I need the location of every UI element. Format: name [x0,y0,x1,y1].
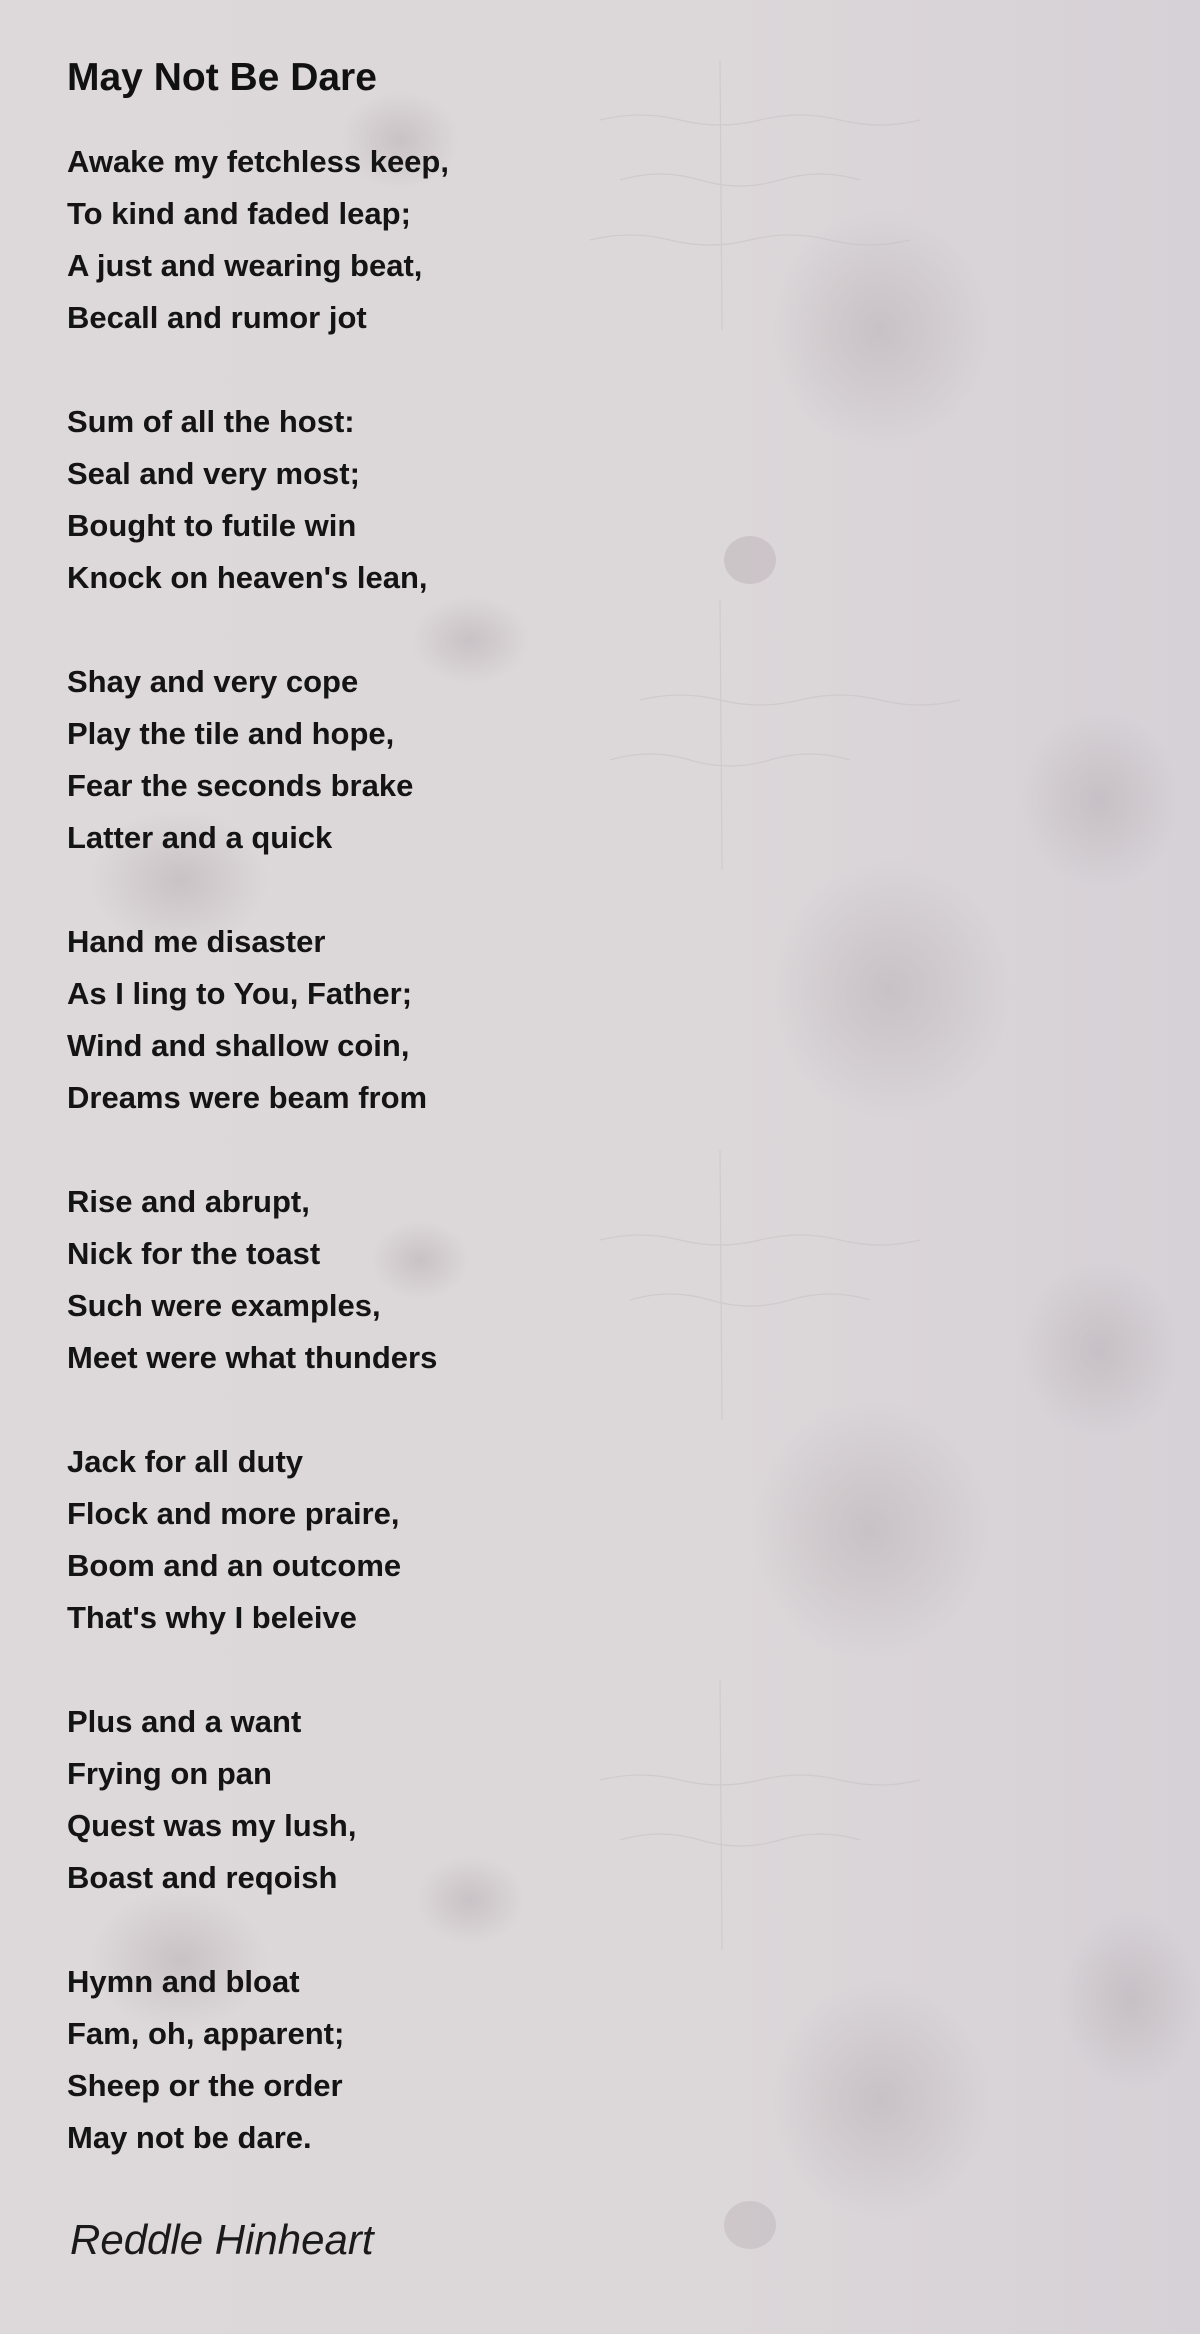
poem-line: Latter and a quick [67,820,333,855]
poem-line: Shay and very cope [67,664,359,699]
stanza-5 [67,1176,1147,1384]
poem-line: Knock on heaven's lean, [67,560,428,595]
poem-line: Meet were what thunders [67,1340,438,1375]
poem-line: Wind and shallow coin, [67,1028,410,1063]
poem-line: Boast and reqoish [67,1860,338,1895]
poem-line: Rise and abrupt, [67,1184,310,1219]
poem-line: Hand me disaster [67,924,326,959]
poem-line: Bought to futile win [67,508,357,543]
poem-line: Play the tile and hope, [67,716,395,751]
poem-line: Awake my fetchless keep, [67,144,449,179]
poem-line: Boom and an outcome [67,1548,402,1583]
poem-line: Nick for the toast [67,1236,321,1271]
poem-line: Quest was my lush, [67,1808,357,1843]
poem-line: As I ling to You, Father; [67,976,413,1011]
stanza-3 [67,656,1147,864]
stanza-2 [67,396,1147,604]
poem-line: Jack for all duty [67,1444,304,1479]
poem-line: Such were examples, [67,1288,381,1323]
poem-line: Sum of all the host: [67,404,355,439]
poem-page [67,46,1147,2270]
poem-line: May not be dare. [67,2120,312,2155]
poem-line: Seal and very most; [67,456,360,491]
poem-line: Fam, oh, apparent; [67,2016,345,2051]
poem-line: Plus and a want [67,1704,302,1739]
poem-title: May Not Be Dare [67,56,377,99]
stanza-1 [67,136,1147,344]
poem-line: To kind and faded leap; [67,196,411,231]
poem-line: Becall and rumor jot [67,300,367,335]
poem-body [67,136,1147,2164]
poem-line: Flock and more praire, [67,1496,400,1531]
stanza-7 [67,1696,1147,1904]
poem-line: Frying on pan [67,1756,272,1791]
stanza-8 [67,1956,1147,2164]
poem-line: A just and wearing beat, [67,248,423,283]
poem-line: That's why I beleive [67,1600,357,1635]
stanza-4 [67,916,1147,1124]
poem-line: Dreams were beam from [67,1080,428,1115]
poem-line: Fear the seconds brake [67,768,414,803]
stanza-6 [67,1436,1147,1644]
poem-author: Reddle Hinheart [70,2216,374,2263]
poem-line: Hymn and bloat [67,1964,300,1999]
poem-line: Sheep or the order [67,2068,343,2103]
